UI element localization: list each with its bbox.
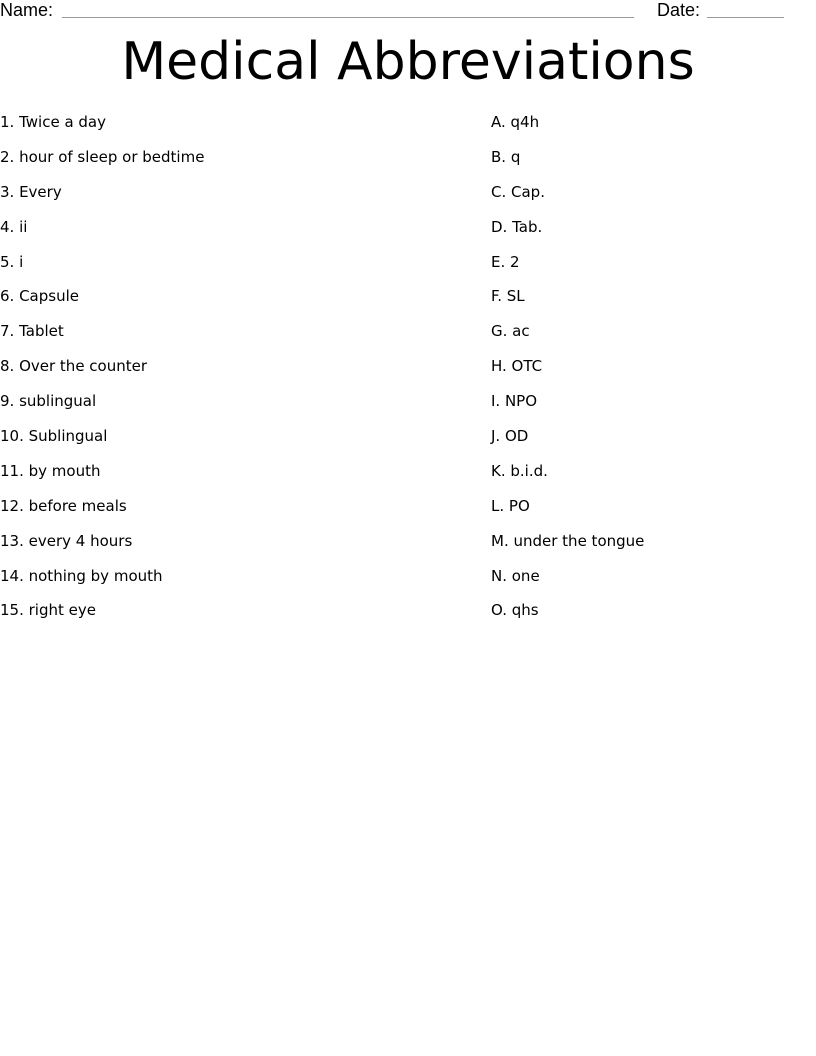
answer-item: O. qhs	[491, 601, 539, 620]
question-item: 2. hour of sleep or bedtime	[0, 147, 205, 166]
header-row	[0, 0, 816, 24]
answer-item: M. under the tongue	[491, 531, 645, 550]
answer-item: H. OTC	[491, 357, 543, 376]
answer-item: C. Cap.	[491, 182, 545, 201]
answer-item: D. Tab.	[491, 217, 543, 236]
answer-item: N. one	[491, 566, 540, 585]
question-item: 15. right eye	[0, 601, 96, 620]
question-item: 7. Tablet	[0, 322, 64, 341]
name-label: Name:	[0, 0, 54, 20]
answers-list	[491, 111, 811, 634]
question-item: 3. Every	[0, 182, 62, 201]
question-item: 12. before meals	[0, 496, 127, 515]
answer-item: G. ac	[491, 322, 530, 341]
question-item: 6. Capsule	[0, 287, 79, 306]
question-item: 13. every 4 hours	[0, 531, 133, 550]
question-item: 1. Twice a day	[0, 113, 106, 131]
answer-item: J. OD	[491, 427, 529, 446]
question-item: 9. sublingual	[0, 392, 97, 411]
answer-item: A. q4h	[491, 113, 540, 131]
date-blank-line[interactable]	[707, 17, 784, 18]
question-item: 5. i	[0, 252, 24, 271]
answer-item: E. 2	[491, 252, 520, 271]
questions-list	[0, 111, 480, 634]
question-item: 11. by mouth	[0, 461, 101, 480]
page-title: Medical Abbreviations	[121, 32, 695, 92]
answer-item: K. b.i.d.	[491, 461, 548, 480]
name-blank-line[interactable]	[62, 17, 634, 18]
question-item: 4. ii	[0, 217, 28, 236]
answer-item: B. q	[491, 147, 521, 166]
answer-item: I. NPO	[491, 392, 538, 411]
answer-item: L. PO	[491, 496, 530, 515]
date-label: Date:	[657, 0, 701, 20]
answer-item: F. SL	[491, 287, 525, 306]
question-item: 8. Over the counter	[0, 357, 148, 376]
question-item: 14. nothing by mouth	[0, 566, 163, 585]
question-item: 10. Sublingual	[0, 427, 108, 446]
